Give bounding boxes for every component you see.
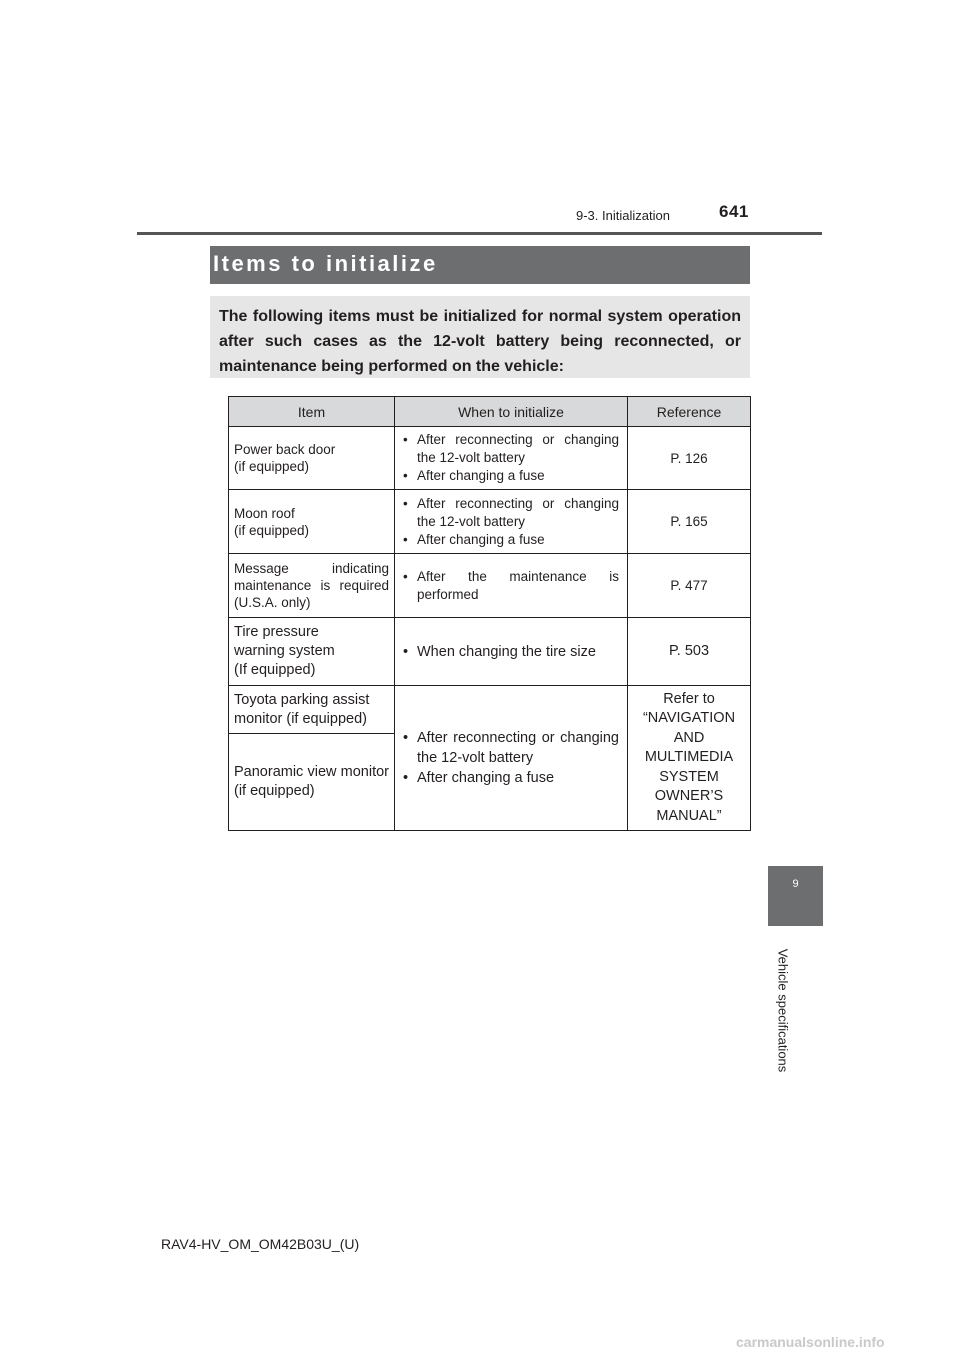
when-cell: • After the maintenance is performed [395,554,628,618]
header-section-title: 9-3. Initialization [576,208,670,223]
table-row [229,554,751,618]
table-row [229,618,751,686]
when-text: After reconnecting or changing the 12-volt battery [417,432,619,465]
item-cell: Power back door (if equipped) [229,427,395,490]
reference-cell: P. 503 [628,618,751,686]
item-cell: Panoramic view monitor (if equipped) [229,734,395,831]
when-text: When changing the tire size [417,643,596,660]
when-text: After changing a fuse [417,770,555,786]
reference-cell: P. 165 [628,490,751,554]
page-number: 641 [719,202,749,221]
header-rule [137,232,822,235]
table-row [229,490,751,554]
table-row [229,686,751,734]
when-text: After changing a fuse [417,531,545,547]
header-item: Item [229,397,395,427]
initialize-table [228,396,751,831]
page-title: Items to initialize [213,251,438,276]
intro-box [210,296,750,378]
side-tab-label: Vehicle specifications [775,948,791,1073]
when-cell: • When changing the tire size [395,618,628,686]
side-tab [768,866,823,926]
watermark: carmanualsonline.info [736,1334,885,1350]
footer-code: RAV4-HV_OM_OM42B03U_(U) [161,1236,360,1252]
reference-cell: Refer to “NAVIGATION AND MULTIMEDIA SYSTEM OWNER’S MANUAL” [628,686,751,831]
table-header-row [229,397,751,427]
when-text: After the maintenance is performed [417,568,619,602]
when-cell: • After reconnecting or changing the 12-volt battery • After changing a fuse [395,427,628,490]
header-when: When to initialize [395,397,628,427]
item-cell: Toyota parking assist monitor (if equipped) [229,686,395,734]
header-reference: Reference [628,397,751,427]
when-text: After reconnecting or changing the 12-volt battery [417,730,619,766]
when-text: After changing a fuse [417,468,545,483]
reference-cell: P. 477 [628,554,751,618]
table-row [229,427,751,490]
when-cell: • After reconnecting or changing the 12-volt battery • After changing a fuse [395,686,628,831]
item-cell: Moon roof (if equipped) [229,490,395,554]
reference-cell: P. 126 [628,427,751,490]
side-tab-number: 9 [792,878,799,890]
when-text: After reconnecting or changing the 12-volt battery [417,495,619,529]
intro-text: The following items must be initialized for normal system operation after such cases as the 12-volt battery being reconnected, or maintenance being performed on the vehicle: [219,308,741,375]
item-cell: Tire pressure warning system (If equipped) [229,618,395,686]
item-cell: Message indicating maintenance is required (U.S.A. only) [229,554,395,618]
when-cell: • After reconnecting or changing the 12-volt battery • After changing a fuse [395,490,628,554]
